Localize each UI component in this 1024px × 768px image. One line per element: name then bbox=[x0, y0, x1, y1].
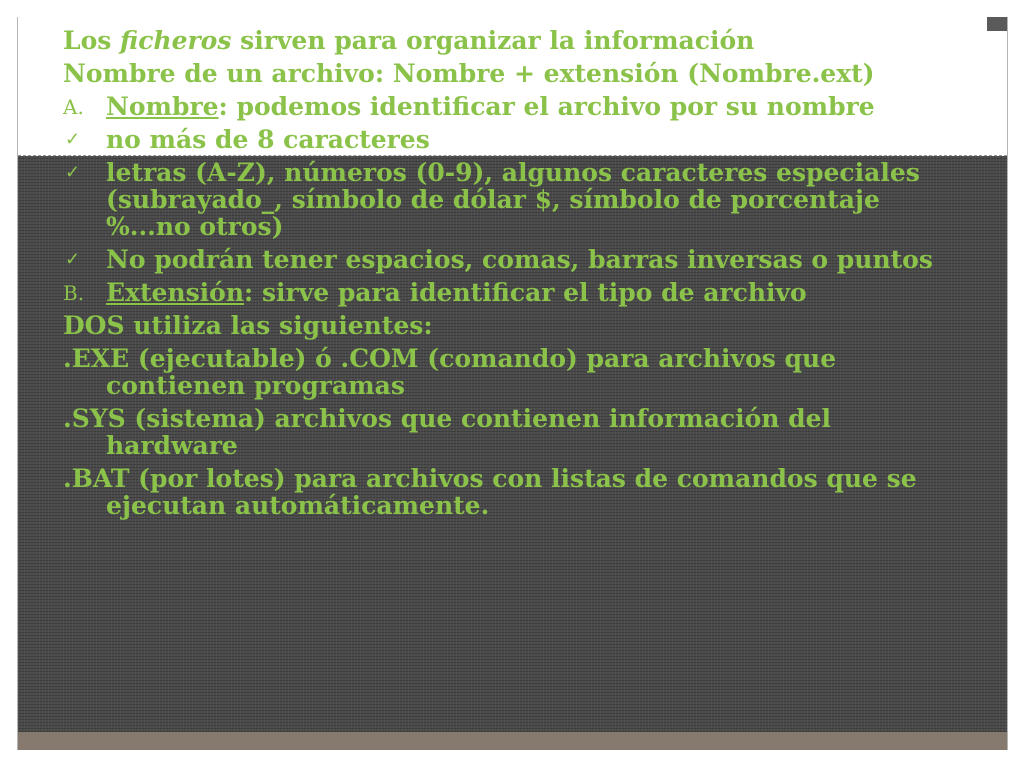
item-b-underlined: Extensión bbox=[106, 278, 245, 307]
ext-line-exe bbox=[63, 345, 963, 399]
slide-bottom-band bbox=[18, 732, 1007, 750]
item-a-rest: : podemos identificar el archivo por su nombre bbox=[218, 92, 875, 121]
checkmark-icon: ✓ bbox=[65, 129, 81, 150]
slide-content bbox=[63, 27, 963, 525]
check-item-3 bbox=[63, 246, 963, 273]
intro-line bbox=[63, 27, 963, 54]
check-item-3-text: No podrán tener espacios, comas, barras inversas o puntos bbox=[106, 245, 933, 274]
check-item-1 bbox=[63, 126, 963, 153]
filename-line bbox=[63, 60, 963, 87]
ext-line-sys bbox=[63, 405, 963, 459]
checkmark-icon: ✓ bbox=[65, 249, 81, 270]
checkmark-icon: ✓ bbox=[65, 162, 81, 183]
dos-line-text: DOS utiliza las siguientes: bbox=[63, 311, 433, 340]
slide bbox=[17, 17, 1008, 750]
dos-line bbox=[63, 312, 963, 339]
check-item-2-text: letras (A-Z), números (0-9), algunos caracteres especiales (subrayado_, símbolo de dólar $, símbolo de porcentaje %...no otros) bbox=[106, 158, 920, 241]
ext-line-bat-text: .BAT (por lotes) para archivos con listas de comandos que se ejecutan automáticamente. bbox=[63, 464, 917, 520]
item-b-rest: : sirve para identificar el tipo de archivo bbox=[244, 278, 807, 307]
intro-pre: Los bbox=[63, 26, 121, 55]
intro-post: sirven para organizar la información bbox=[231, 26, 755, 55]
filename-text: Nombre de un archivo: Nombre + extensión (Nombre.ext) bbox=[63, 59, 875, 88]
item-a-underlined: Nombre bbox=[106, 92, 219, 121]
check-item-1-text: no más de 8 caracteres bbox=[106, 125, 430, 154]
ext-line-bat bbox=[63, 465, 963, 519]
item-b bbox=[63, 279, 963, 306]
item-a bbox=[63, 93, 963, 120]
ext-line-exe-text: .EXE (ejecutable) ó .COM (comando) para archivos que contienen programas bbox=[63, 344, 837, 400]
item-b-marker: B. bbox=[63, 281, 85, 305]
slide-corner-accent bbox=[987, 17, 1007, 31]
intro-italic-word: ficheros bbox=[120, 26, 232, 55]
item-a-marker: A. bbox=[63, 95, 84, 119]
ext-line-sys-text: .SYS (sistema) archivos que contienen información del hardware bbox=[63, 404, 832, 460]
check-item-2 bbox=[63, 159, 963, 240]
